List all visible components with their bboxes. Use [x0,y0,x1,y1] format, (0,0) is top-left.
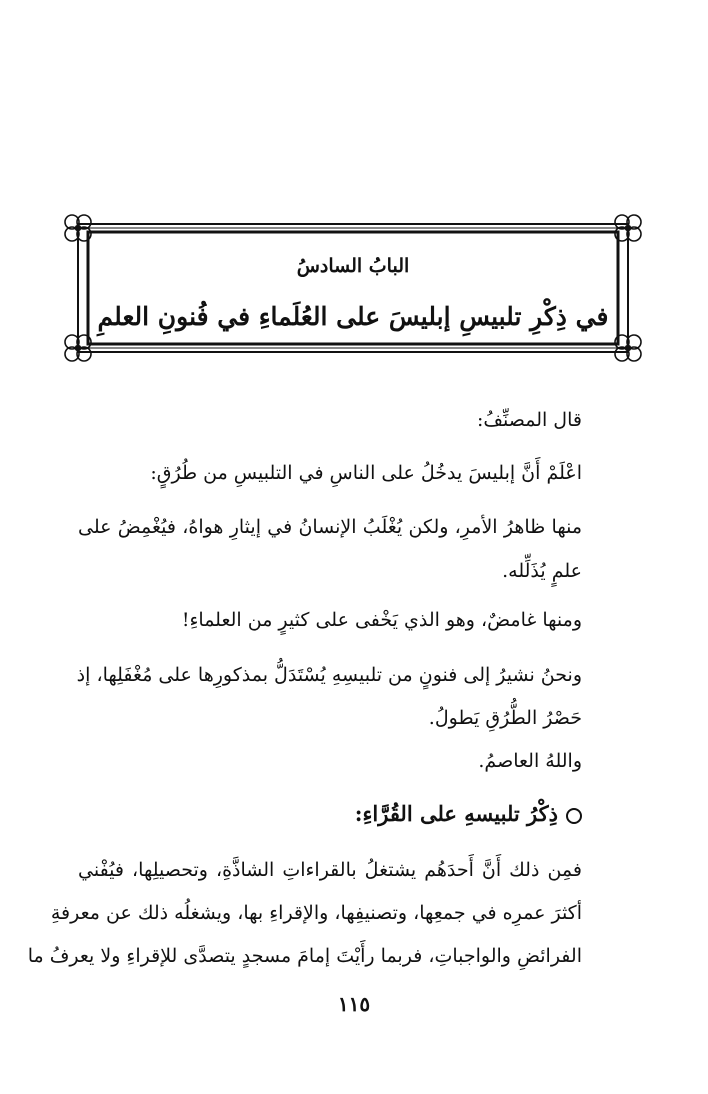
paragraph-1: اعْلَمْ أَنَّ إبليسَ يدخُلُ على الناسِ في التلبيسِ من طُرُقٍ: [150,462,582,484]
section-line-3: الفرائضِ والواجباتِ، فربما رأَيْتَ إمامَ مسجدٍ يتصدَّى للإقراءِ ولا يعرفُ ما [27,945,582,967]
section-line-2: أكثرَ عمرِه في جمعِها، وتصنيفِها، والإقراءِ بها، ويشغلُه ذلك عن معرفةِ [50,902,582,924]
chapter-title-frame [62,212,644,364]
paragraph-3: ومنها غامضٌ، وهو الذي يَخْفى على كثيرٍ من العلماءِ! [181,609,582,631]
paragraph-2-line-1: منها ظاهرُ الأمرِ، ولكن يُغْلَبُ الإنسانُ في إيثارِ هواهُ، فيُغْمِضُ على [78,516,582,538]
chapter-label: البابُ السادسُ [296,255,410,277]
paragraph-4-line-1: ونحنُ نشيرُ إلى فنونٍ من تلبيسِهِ يُسْتَدَلُّ بمذكورِها على مُغْفَلِها، إذ [76,664,582,686]
section-line-1: فمِن ذلك أَنَّ أَحدَهُم يشتغلُ بالقراءاتِ الشاذَّةِ، وتحصيلِها، فيُفْني [78,859,582,881]
section-heading-text: ذِكْرُ تلبيسهِ على القُرَّاءِ: [354,801,558,826]
author-said-line: قال المصنِّفُ: [476,409,582,431]
ornamental-border [62,212,644,364]
section-heading [355,798,582,830]
paragraph-5: واللهُ العاصمُ. [478,750,582,772]
paragraph-4-line-2: حَصْرُ الطُّرُقِ يَطولُ. [428,707,582,729]
paragraph-2-line-2: علمٍ يُذَلِّله. [502,560,582,582]
circle-bullet-icon [566,808,582,824]
chapter-title: في ذِكْرِ تلبيسِ إبليسَ على العُلَماءِ في فُنونِ العلمِ [97,302,609,331]
page-number: ١١٥ [337,992,371,1016]
